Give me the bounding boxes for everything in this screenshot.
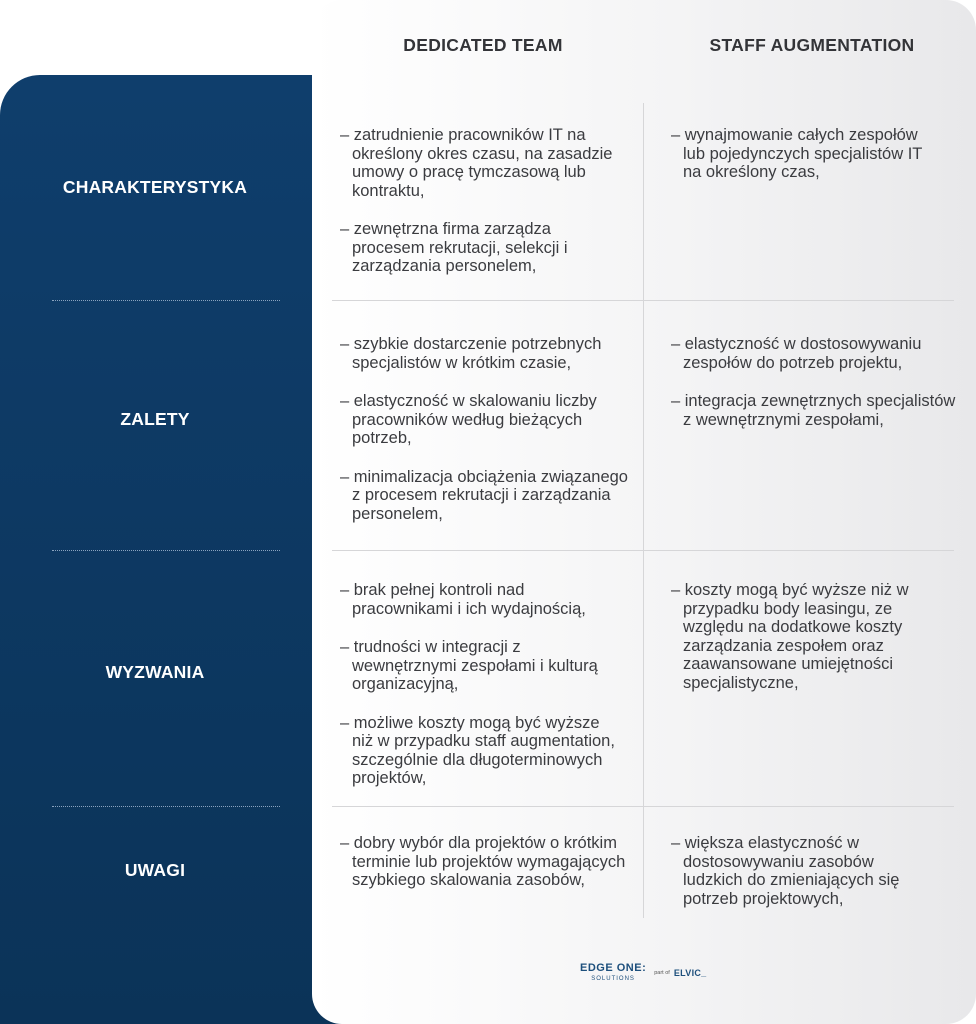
list-item: – większa elastyczność w dostosowywaniu zasobów ludzkich do zmieniających się potrzeb projektowych, bbox=[671, 834, 900, 908]
row-separator bbox=[52, 300, 280, 301]
column-header-staff-augmentation: STAFF AUGMENTATION bbox=[709, 35, 915, 55]
cell-charakterystyka-staff bbox=[671, 126, 936, 202]
cell-uwagi-dedicated bbox=[340, 834, 640, 910]
column-divider bbox=[643, 103, 644, 918]
cell-zalety-staff bbox=[671, 335, 961, 449]
list-item: – zatrudnienie pracowników IT na określony okres czasu, na zasadzie umowy o pracę tymczasową lub kontraktu, bbox=[340, 126, 613, 200]
list-item: – integracja zewnętrznych specjalistów z wewnętrznymi zespołami, bbox=[671, 392, 956, 429]
column-header-dedicated-team: DEDICATED TEAM bbox=[403, 35, 563, 55]
list-item: – trudności w integracji z wewnętrznymi zespołami i kulturą organizacyjną, bbox=[340, 638, 598, 693]
list-item: – minimalizacja obciążenia związanego z procesem rekrutacji i zarządzania personelem, bbox=[340, 467, 628, 523]
cell-uwagi-staff bbox=[671, 834, 911, 928]
cell-charakterystyka-dedicated bbox=[340, 126, 625, 296]
elvic-logo: ELVIC_ bbox=[673, 967, 707, 978]
logo-part-of: part of bbox=[654, 969, 670, 976]
list-item: – wynajmowanie całych zespołów lub pojedynczych specjalistów IT na określony czas, bbox=[671, 126, 923, 181]
list-item: – zewnętrzna firma zarządza procesem rekrutacji, selekcji i zarządzania personelem, bbox=[340, 220, 568, 275]
list-item: – dobry wybór dla projektów o krótkim terminie lub projektów wymagających szybkiego skalowania zasobów, bbox=[340, 834, 626, 889]
list-item: – elastyczność w dostosowywaniu zespołów do potrzeb projektu, bbox=[671, 335, 922, 372]
cell-zalety-dedicated bbox=[340, 335, 630, 543]
row-separator bbox=[52, 550, 280, 551]
list-item: – szybkie dostarczenie potrzebnych specjalistów w krótkim czasie, bbox=[340, 335, 602, 372]
row-separator bbox=[52, 806, 280, 807]
brand-logo bbox=[580, 963, 706, 982]
edge-one-logo bbox=[580, 963, 646, 982]
logo-sub-text: SOLUTIONS bbox=[591, 976, 635, 982]
list-item: – koszty mogą być wyższe niż w przypadku body leasingu, ze względu na dodatkowe koszty zarządzania zespołem oraz zaawansowane umiejętności specjalistyczne, bbox=[671, 581, 909, 692]
row-label-wyzwania: WYZWANIA bbox=[105, 662, 205, 682]
row-label-charakterystyka: CHARAKTERYSTYKA bbox=[62, 177, 248, 197]
list-item: – brak pełnej kontroli nad pracownikami i ich wydajnością, bbox=[340, 581, 586, 618]
row-label-zalety: ZALETY bbox=[120, 409, 190, 429]
cell-wyzwania-dedicated bbox=[340, 581, 625, 808]
logo-main-text: EDGE ONE: bbox=[580, 962, 647, 974]
list-item: – elastyczność w skalowaniu liczby pracowników według bieżących potrzeb, bbox=[340, 392, 597, 447]
row-label-uwagi: UWAGI bbox=[124, 860, 186, 880]
cell-wyzwania-staff bbox=[671, 581, 941, 712]
list-item: – możliwe koszty mogą być wyższe niż w przypadku staff augmentation, szczególnie dla długoterminowych projektów, bbox=[340, 713, 615, 787]
